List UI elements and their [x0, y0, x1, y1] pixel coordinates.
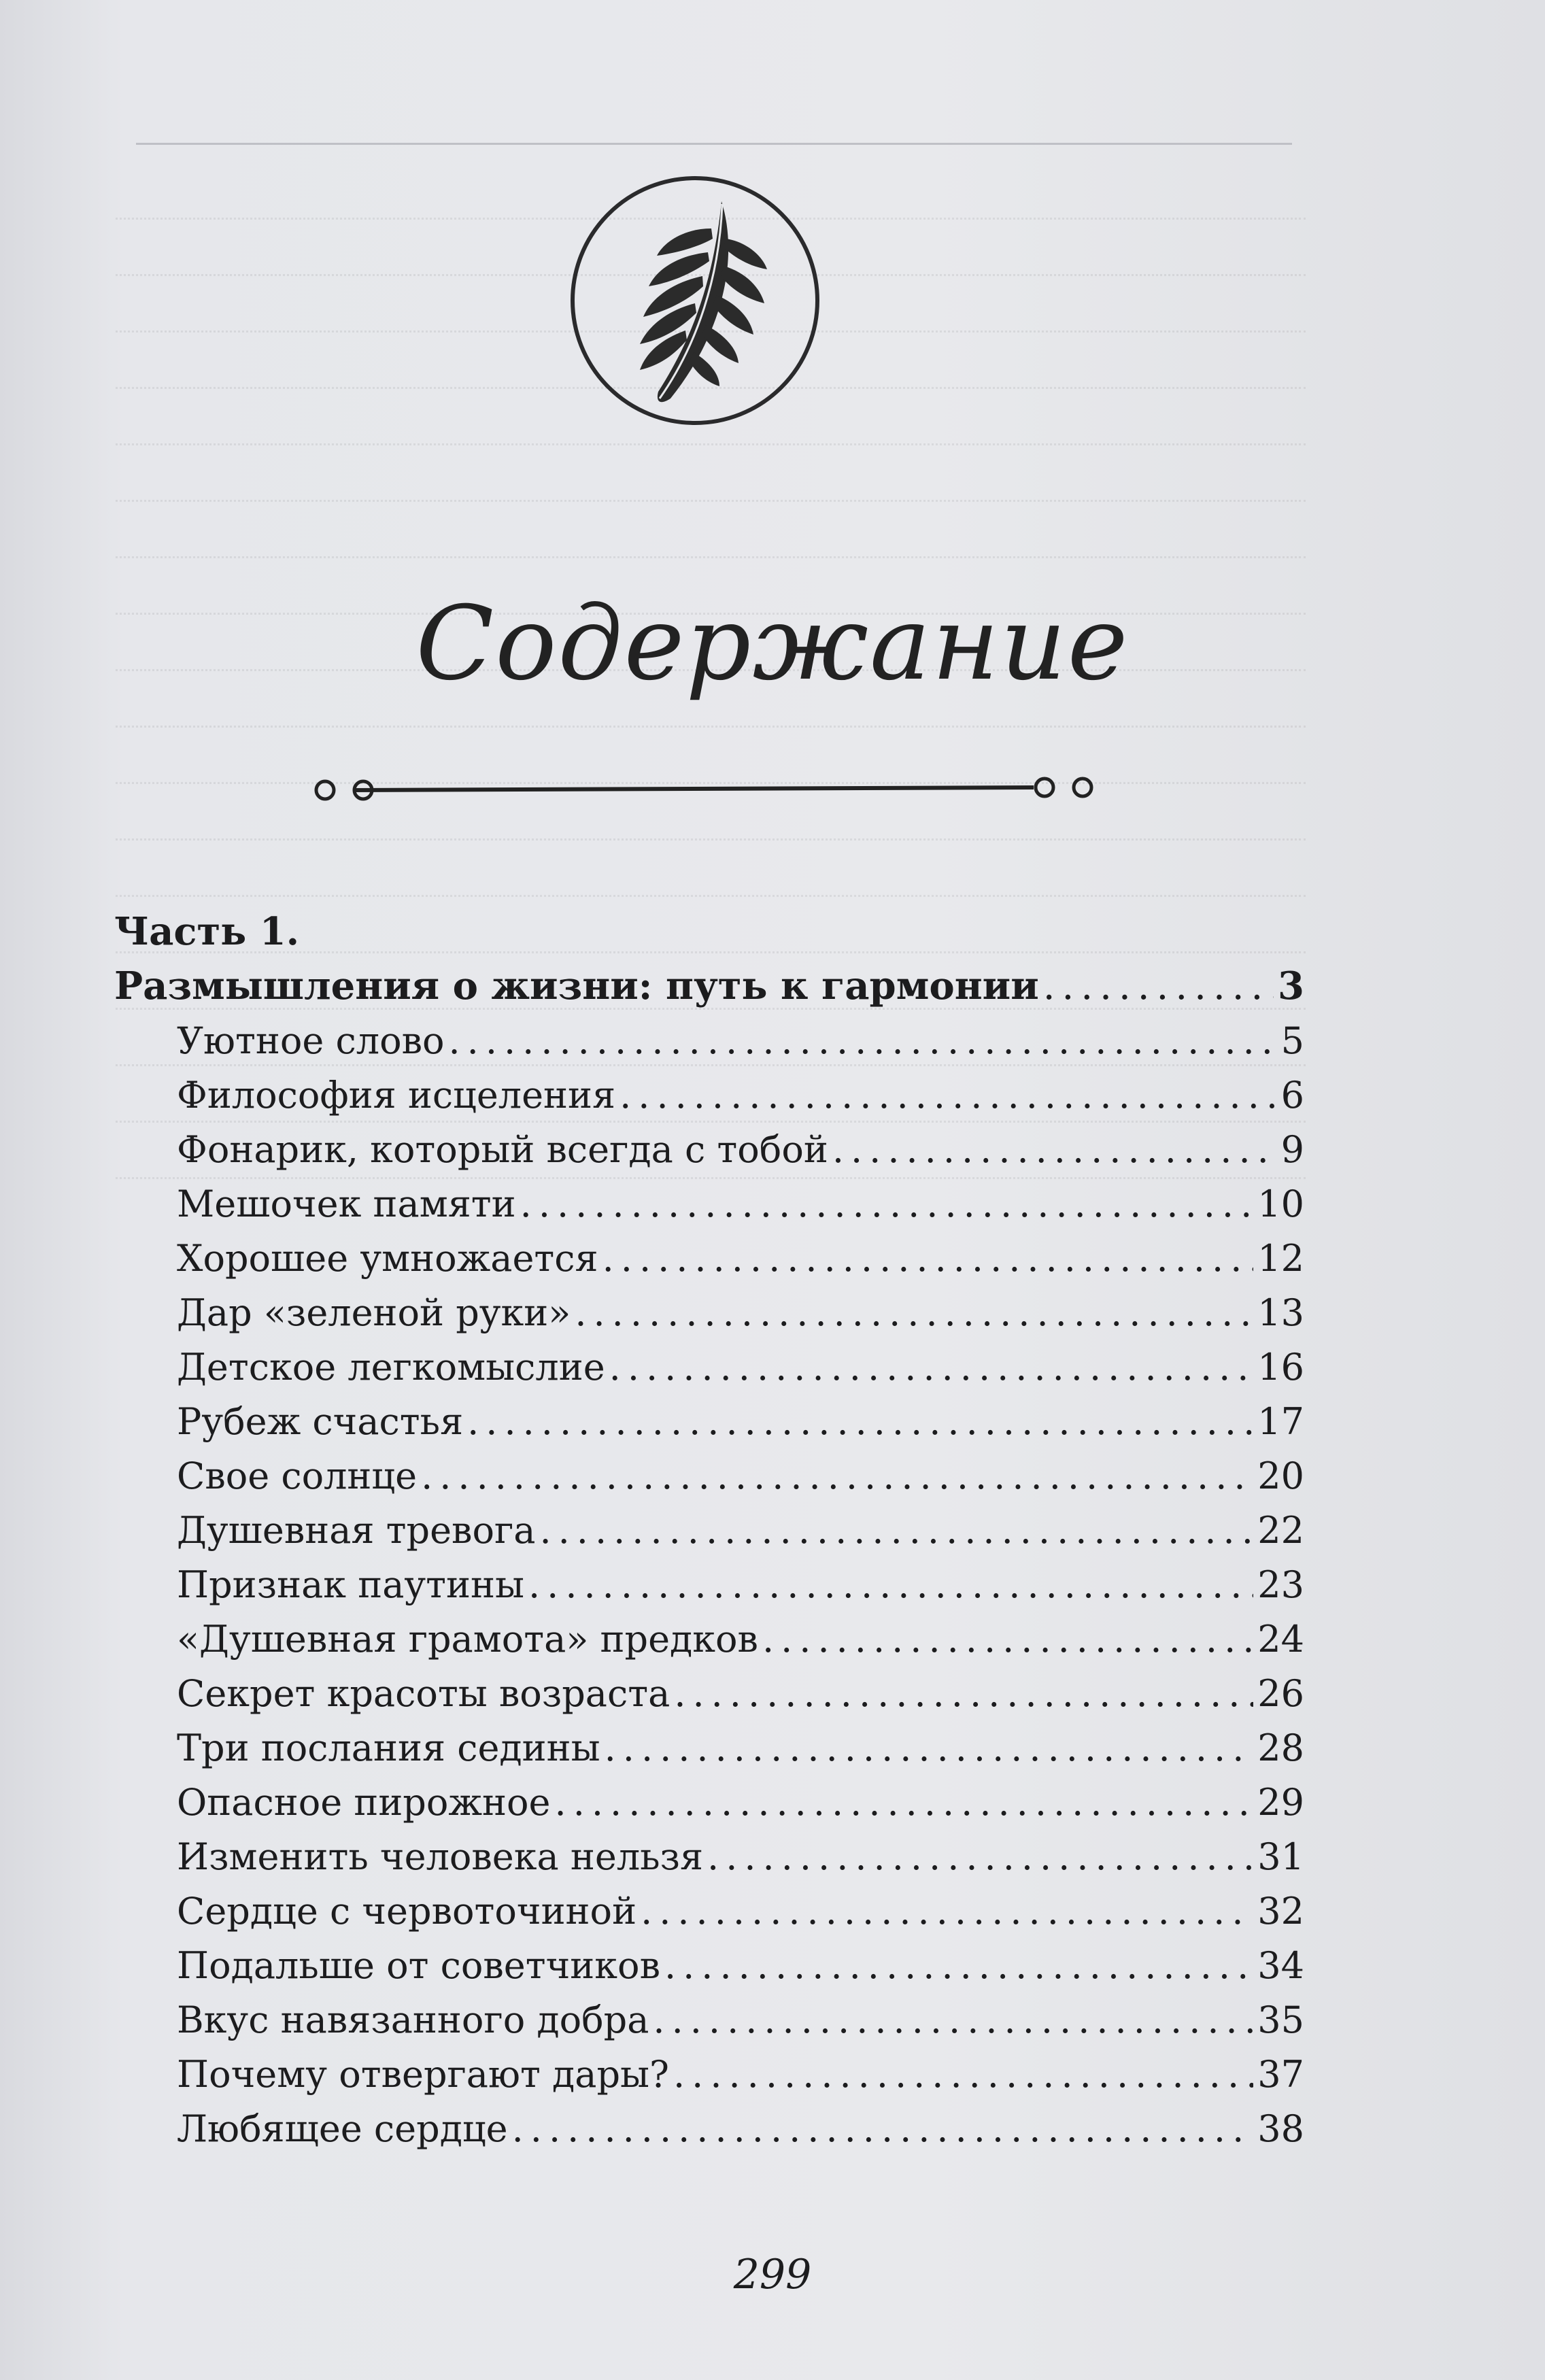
toc-entry-page: 22: [1257, 1509, 1304, 1552]
toc-entry-title: Признак паутины: [177, 1563, 524, 1606]
toc-entry[interactable]: [114, 1286, 1304, 1340]
toc-entry-page: 6: [1280, 1074, 1304, 1117]
leader-dots: [619, 1068, 1277, 1123]
leader-dots: [832, 1123, 1277, 1177]
leader-dots: [605, 1721, 1254, 1775]
toc-entry-page: 32: [1257, 1890, 1304, 1933]
leader-dots: [762, 1612, 1253, 1667]
toc-entry[interactable]: [114, 1993, 1304, 2047]
part-label: Часть 1.: [114, 909, 300, 954]
leader-dots: [664, 1939, 1253, 1993]
toc-entry[interactable]: [114, 1068, 1304, 1123]
toc-entry[interactable]: [114, 2047, 1304, 2102]
leader-dots: [555, 1775, 1254, 1830]
toc-entry-page: 10: [1257, 1183, 1304, 1225]
toc-entry[interactable]: [114, 1884, 1304, 1939]
leader-dots: [421, 1449, 1253, 1503]
toc-entry[interactable]: [114, 1830, 1304, 1884]
toc-entry-title: Изменить человека нельзя: [177, 1835, 704, 1878]
toc-entry-title: Подальше от советчиков: [177, 1944, 660, 1987]
toc-part-title: Размышления о жизни: путь к гармонии: [114, 964, 1039, 1008]
leader-dots: [653, 1993, 1253, 2047]
leader-dots: [528, 1558, 1253, 1612]
toc-entry-page: 17: [1257, 1400, 1304, 1443]
toc-entry-page: 16: [1257, 1346, 1304, 1389]
toc-entry-title: Вкус навязанного добра: [177, 1999, 649, 2041]
toc-entry-title: Уютное слово: [177, 1019, 445, 1062]
toc-entry-page: 26: [1257, 1672, 1304, 1715]
toc-entry-title: Три послания седины: [177, 1727, 600, 1769]
toc-entry-title: Рубеж счастья: [177, 1400, 464, 1443]
leader-dots: [1043, 959, 1274, 1014]
page-number: 299: [733, 2251, 812, 2298]
toc-entry[interactable]: [114, 1449, 1304, 1503]
toc-entry[interactable]: [114, 1123, 1304, 1177]
bleed-through-rule: [136, 143, 1292, 145]
toc-entry-title: Свое солнце: [177, 1455, 418, 1497]
toc-entry-title: Почему отвергают дары?: [177, 2053, 669, 2096]
toc-entry-title: Любящее сердце: [177, 2107, 508, 2150]
toc-entry-title: Секрет красоты возраста: [177, 1672, 670, 1715]
toc-entry-page: 24: [1257, 1618, 1304, 1661]
toc-part-page: 3: [1278, 964, 1304, 1008]
leader-dots: [512, 2102, 1254, 2156]
toc-entry-page: 20: [1257, 1455, 1304, 1497]
toc-entry-title: Опасное пирожное: [177, 1781, 551, 1824]
leader-dots: [575, 1286, 1253, 1340]
toc-entry-page: 28: [1257, 1727, 1304, 1769]
leader-dots: [641, 1884, 1253, 1939]
leader-dots: [449, 1014, 1277, 1068]
toc-entry-title: Мешочек памяти: [177, 1183, 516, 1225]
toc-entry[interactable]: [114, 1177, 1304, 1231]
toc-entry[interactable]: [114, 1775, 1304, 1830]
leader-dots: [609, 1340, 1254, 1395]
leader-dots: [707, 1830, 1253, 1884]
leader-dots: [673, 2047, 1253, 2102]
toc-entry-page: 12: [1257, 1237, 1304, 1280]
toc-entry[interactable]: [114, 1014, 1304, 1068]
toc-entry[interactable]: [114, 2102, 1304, 2156]
toc-entry-page: 38: [1257, 2107, 1304, 2150]
toc-entry[interactable]: [114, 1667, 1304, 1721]
decorative-divider: [313, 767, 1095, 808]
toc-entry-page: 9: [1280, 1128, 1304, 1171]
toc-entry[interactable]: [114, 1231, 1304, 1286]
toc-entry[interactable]: [114, 1939, 1304, 1993]
toc-entry-page: 31: [1257, 1835, 1304, 1878]
leader-dots: [520, 1177, 1254, 1231]
toc-entry[interactable]: [114, 1340, 1304, 1395]
page-title: Содержание: [415, 585, 1130, 703]
toc-entry[interactable]: [114, 1503, 1304, 1558]
toc-entry[interactable]: [114, 1558, 1304, 1612]
toc-entry-title: Философия исцеления: [177, 1074, 616, 1117]
toc-entry-title: Душевная тревога: [177, 1509, 536, 1552]
table-of-contents: [114, 904, 1304, 2156]
toc-entry-page: 29: [1257, 1781, 1304, 1824]
toc-entry-page: 13: [1257, 1291, 1304, 1334]
toc-entry-title: Дар «зеленой руки»: [177, 1291, 571, 1334]
toc-entry[interactable]: [114, 1395, 1304, 1449]
toc-entry-title: Хорошее умножается: [177, 1237, 598, 1280]
toc-entry-page: 5: [1280, 1019, 1304, 1062]
toc-entry-title: «Душевная грамота» предков: [177, 1618, 758, 1661]
leader-dots: [674, 1667, 1253, 1721]
toc-entry-page: 37: [1257, 2053, 1304, 2096]
toc-entry-title: Детское легкомыслие: [177, 1346, 605, 1389]
toc-entry-page: 35: [1257, 1999, 1304, 2041]
toc-entry-page: 34: [1257, 1944, 1304, 1987]
toc-entry[interactable]: [114, 1612, 1304, 1667]
leader-dots: [602, 1231, 1254, 1286]
toc-part-entry[interactable]: [114, 959, 1304, 1014]
leaf-emblem-icon: [568, 174, 821, 427]
toc-entry[interactable]: [114, 1721, 1304, 1775]
toc-entry-page: 23: [1257, 1563, 1304, 1606]
leader-dots: [467, 1395, 1253, 1449]
toc-entry-title: Фонарик, который всегда с тобой: [177, 1128, 828, 1171]
leader-dots: [539, 1503, 1253, 1558]
toc-entry-title: Сердце с червоточиной: [177, 1890, 637, 1933]
